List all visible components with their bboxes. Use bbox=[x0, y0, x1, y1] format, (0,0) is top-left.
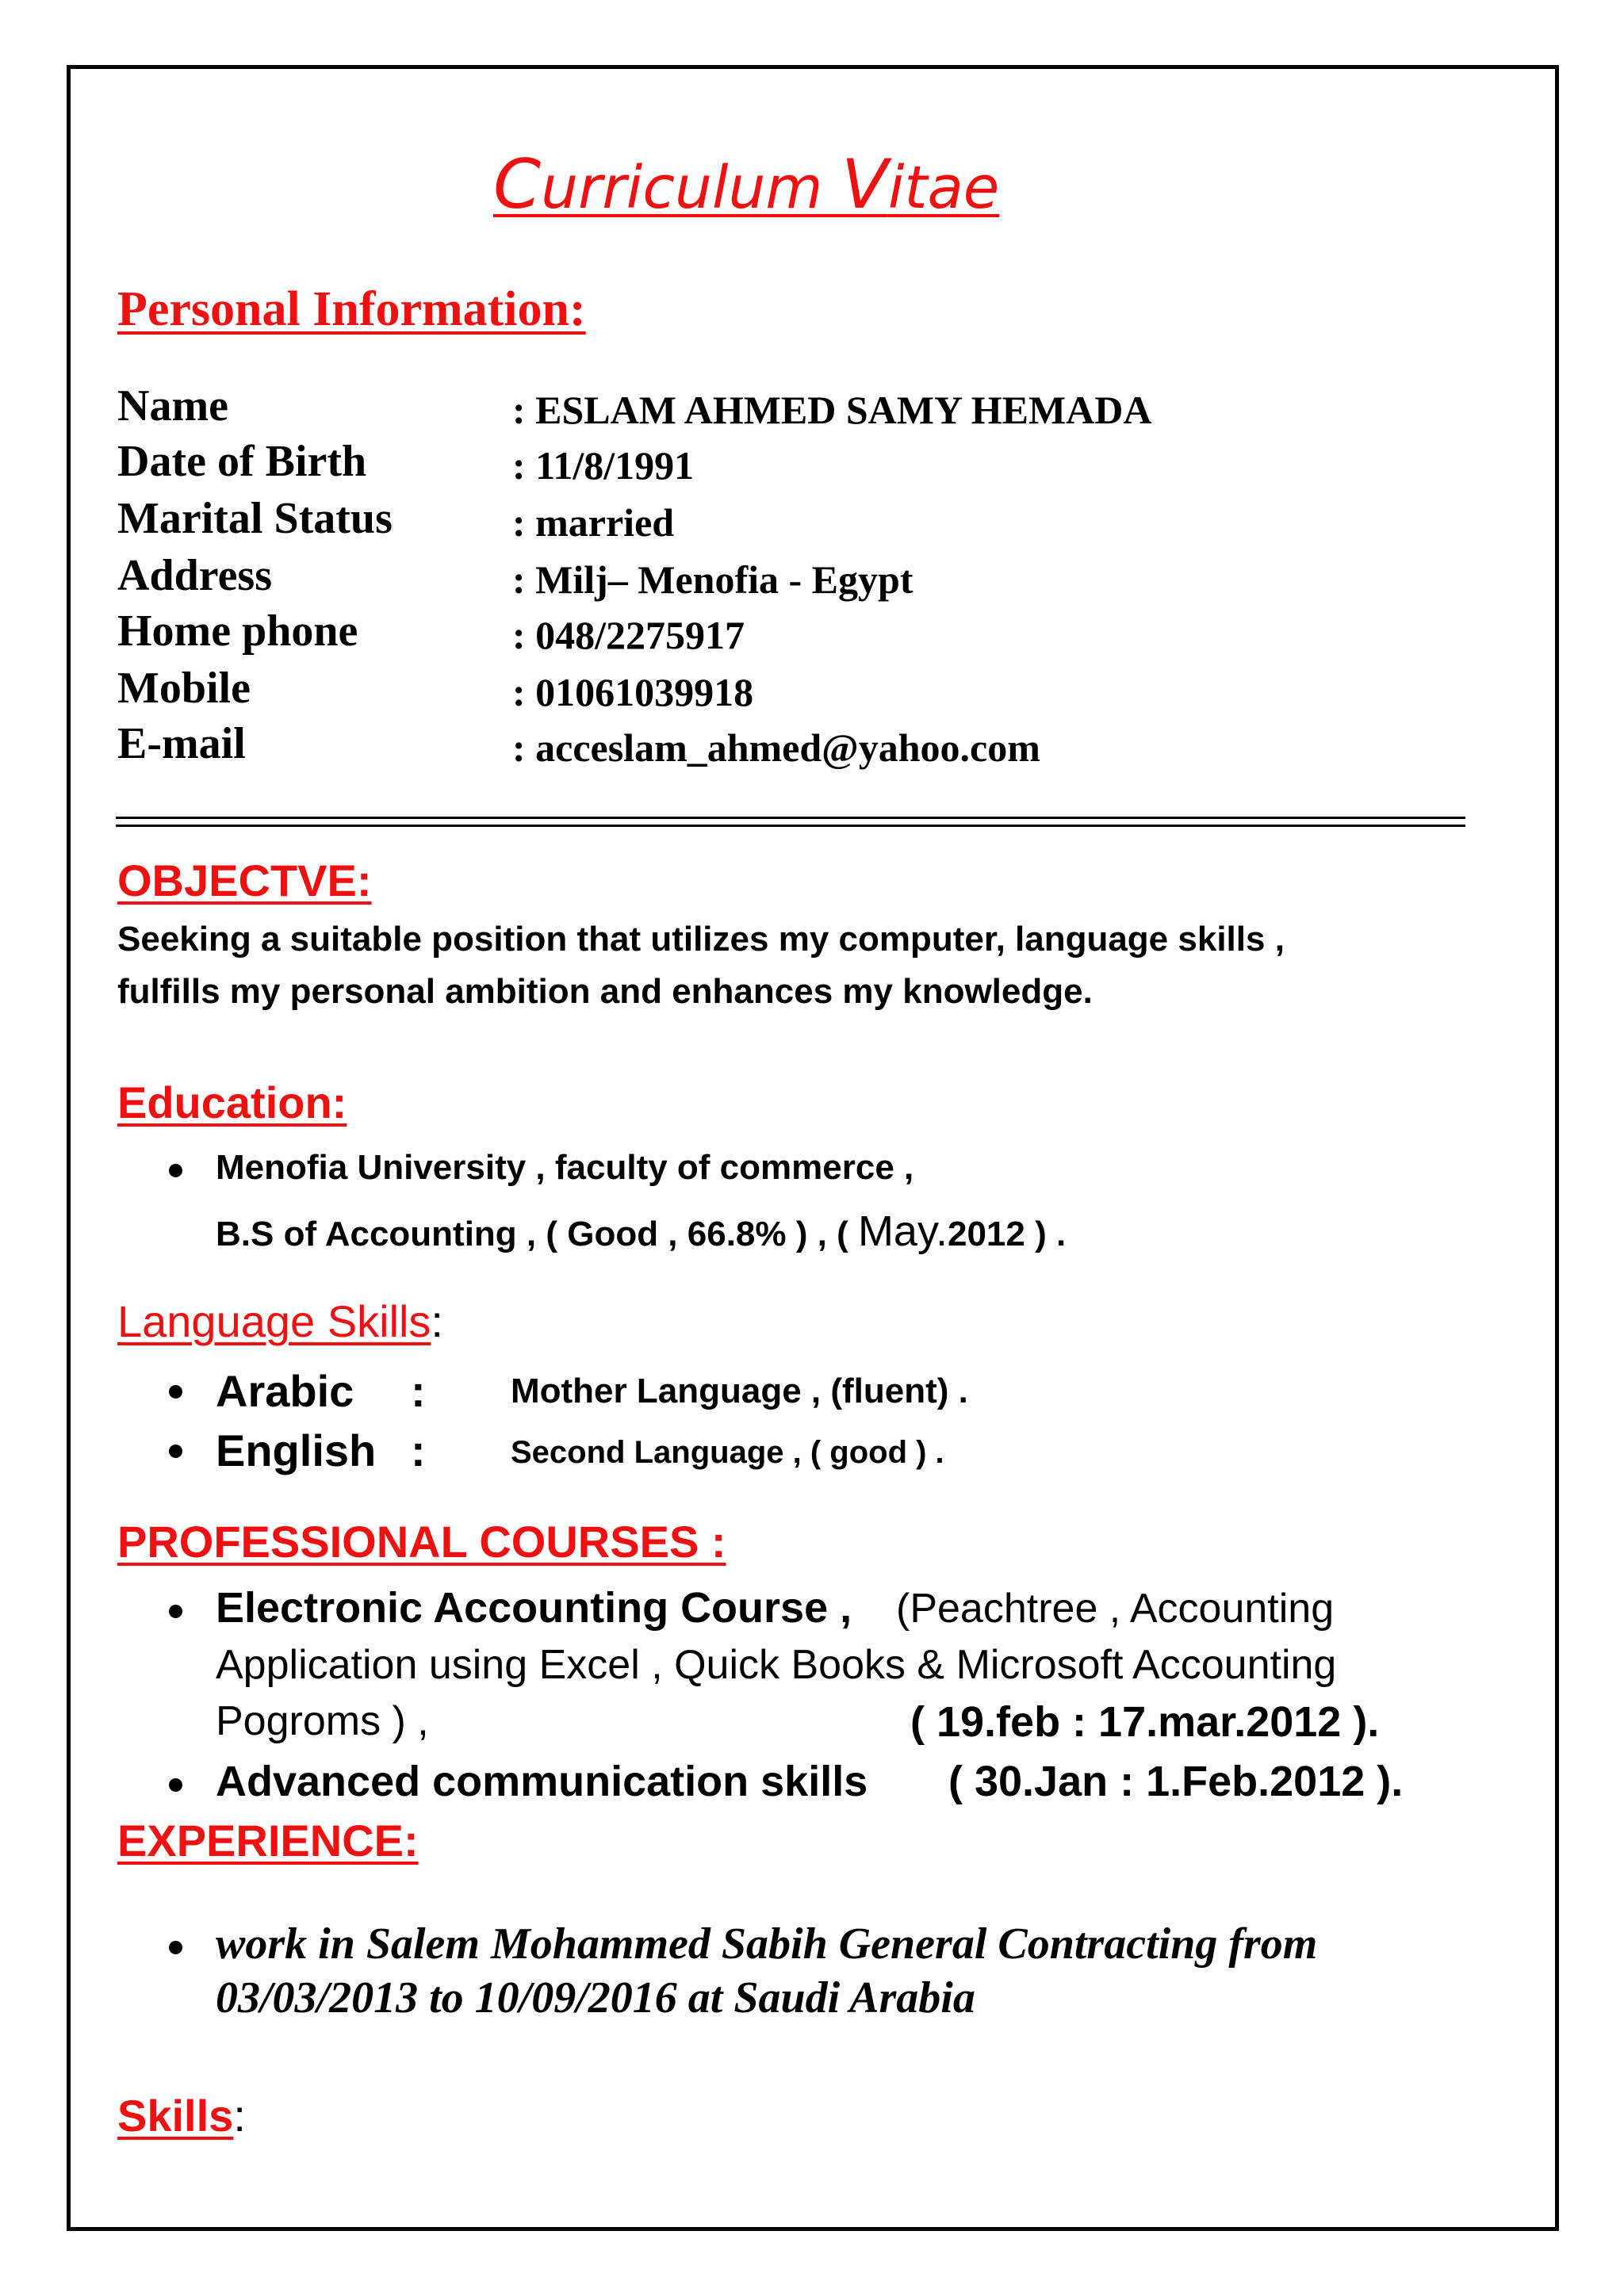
language-english-separator: : bbox=[411, 1425, 426, 1475]
course-1-details-line-2: Application using Excel , Quick Books & Microsoft Accounting bbox=[216, 1642, 1337, 1688]
bullet-icon bbox=[169, 1778, 182, 1792]
objective-line-1: Seeking a suitable position that utilizes my computer, language skills , bbox=[117, 920, 1285, 959]
education-heading: Education: bbox=[117, 1077, 347, 1127]
education-line-1: Menofia University , faculty of commerce , bbox=[216, 1148, 914, 1187]
language-skills-heading: Language Skills: bbox=[117, 1296, 443, 1346]
mobile-value: : 01061039918 bbox=[512, 670, 754, 714]
home-phone-value: : 048/2275917 bbox=[512, 613, 745, 657]
marital-status-label: Marital Status bbox=[117, 494, 393, 543]
language-english-level: Second Language , ( good ) . bbox=[511, 1435, 944, 1470]
language-arabic-level: Mother Language , (fluent) . bbox=[511, 1372, 968, 1410]
language-arabic-separator: : bbox=[411, 1366, 426, 1416]
home-phone-label: Home phone bbox=[117, 607, 358, 656]
experience-line-1: work in Salem Mohammed Sabih General Contracting from bbox=[216, 1919, 1318, 1969]
objective-line-2: fulfills my personal ambition and enhances my knowledge. bbox=[117, 972, 1093, 1011]
bullet-icon bbox=[169, 1445, 182, 1458]
dob-value: : 11/8/1991 bbox=[512, 443, 695, 488]
objective-heading: OBJECTVE: bbox=[117, 855, 372, 905]
document-title: Curriculum Vitae bbox=[493, 145, 1000, 224]
course-1-details-line-3: Pogroms ) , bbox=[216, 1698, 429, 1744]
email-label: E-mail bbox=[117, 719, 246, 768]
mobile-label: Mobile bbox=[117, 664, 251, 713]
divider-top bbox=[116, 817, 1465, 819]
language-english: English bbox=[216, 1425, 377, 1475]
education-line-2: B.S of Accounting , ( Good , 66.8% ) , ( May.2012 ) . bbox=[216, 1207, 1067, 1255]
dob-label: Date of Birth bbox=[117, 437, 367, 486]
course-1-details: (Peachtree , Accounting bbox=[896, 1586, 1335, 1632]
bullet-icon bbox=[169, 1941, 182, 1954]
language-arabic: Arabic bbox=[216, 1366, 354, 1416]
name-value: : ESLAM AHMED SAMY HEMADA bbox=[512, 388, 1152, 432]
course-2-title: Advanced communication skills bbox=[216, 1758, 868, 1805]
bullet-icon bbox=[169, 1164, 182, 1177]
marital-status-value: : married bbox=[512, 500, 675, 545]
email-value: : acceslam_ahmed@yahoo.com bbox=[512, 725, 1040, 770]
divider-bottom bbox=[116, 825, 1465, 827]
address-label: Address bbox=[117, 551, 273, 600]
bullet-icon bbox=[169, 1385, 182, 1399]
address-value: : Milj– Menofia - Egypt bbox=[512, 557, 914, 602]
personal-info-heading: Personal Information: bbox=[117, 282, 586, 336]
course-2-dates: ( 30.Jan : 1.Feb.2012 ). bbox=[948, 1758, 1404, 1805]
bullet-icon bbox=[169, 1605, 182, 1618]
courses-heading: PROFESSIONAL COURSES : bbox=[117, 1517, 726, 1567]
course-1-title: Electronic Accounting Course , bbox=[216, 1584, 852, 1632]
course-1-dates: ( 19.feb : 17.mar.2012 ). bbox=[910, 1698, 1380, 1746]
experience-heading: EXPERIENCE: bbox=[117, 1816, 419, 1866]
name-label: Name bbox=[117, 381, 228, 430]
experience-line-2: 03/03/2013 to 10/09/2016 at Saudi Arabia bbox=[216, 1973, 975, 2022]
skills-heading: Skills: bbox=[117, 2091, 246, 2141]
